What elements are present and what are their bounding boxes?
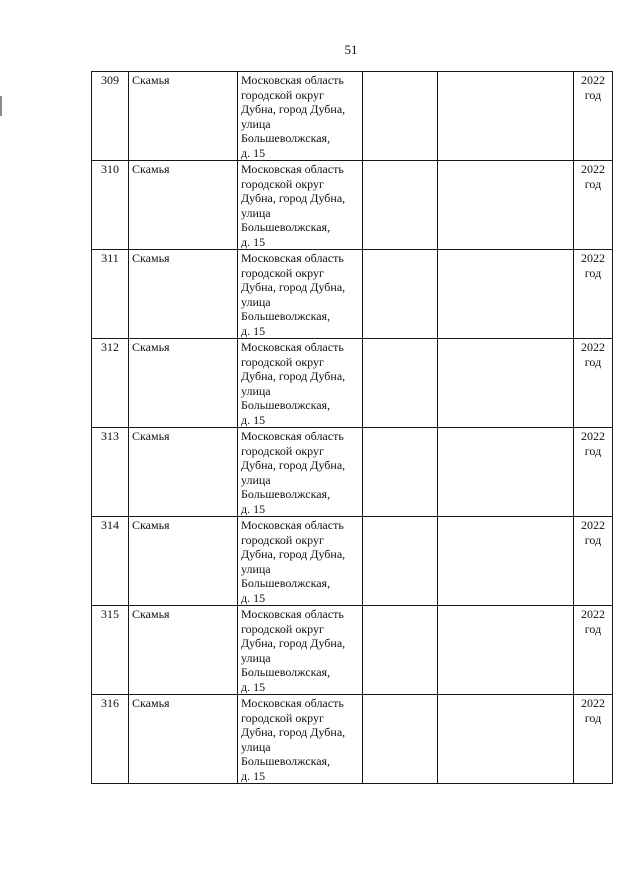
address-line: улица [241,383,271,398]
address-line: улица [241,294,271,309]
empty-cell-4 [363,161,438,250]
table-row [92,428,613,517]
row-number-cell: 313 [92,428,129,517]
address-line: Большеволжская, [241,576,331,590]
address-cell [238,72,363,161]
table-row [92,339,613,428]
address-line: Дубна, город Дубна, [241,547,346,561]
address-line: улица [241,650,271,665]
address-line: городской округ [241,710,324,725]
address-line: д. 15 [241,679,266,694]
address-line: улица [241,205,271,220]
year-cell [574,161,613,250]
empty-cell-5 [438,428,574,517]
empty-cell-4 [363,517,438,606]
year-unit: год [584,710,602,725]
page-number: 51 [344,42,358,57]
address-line: Московская область [241,251,344,265]
address-cell [238,250,363,339]
empty-cell-5 [438,72,574,161]
object-name-cell: Скамья [129,517,238,606]
year-cell [574,250,613,339]
address-line: Дубна, город Дубна, [241,280,346,294]
table-row [92,72,613,161]
address-cell [238,517,363,606]
table-row [92,250,613,339]
row-number-cell: 314 [92,517,129,606]
year-unit: год [584,354,602,369]
address-cell [238,606,363,695]
address-line: Московская область [241,162,344,176]
address-line: д. 15 [241,412,266,427]
address-line: Московская область [241,518,344,532]
object-name-cell: Скамья [129,250,238,339]
address-line: Большеволжская, [241,487,331,501]
address-cell [238,695,363,784]
registry-table-body [92,72,613,784]
table-row [92,695,613,784]
address-line: городской округ [241,265,324,280]
empty-cell-4 [363,339,438,428]
registry-table [91,71,613,784]
year-cell [574,606,613,695]
object-name-cell: Скамья [129,695,238,784]
year-value: 2022 [581,251,605,265]
address-line: городской округ [241,87,324,102]
object-name-cell: Скамья [129,339,238,428]
year-unit: год [584,621,602,636]
address-line: Дубна, город Дубна, [241,102,346,116]
empty-cell-4 [363,428,438,517]
table-row [92,161,613,250]
address-line: улица [241,116,271,131]
address-line: Дубна, город Дубна, [241,369,346,383]
address-line: городской округ [241,443,324,458]
address-line: д. 15 [241,501,266,516]
scan-edge-mark [0,96,2,116]
address-line: Дубна, город Дубна, [241,636,346,650]
address-line: Дубна, город Дубна, [241,191,346,205]
address-line: городской округ [241,621,324,636]
year-value: 2022 [581,696,605,710]
address-line: Московская область [241,607,344,621]
address-line: Большеволжская, [241,309,331,323]
year-cell [574,428,613,517]
address-line: улица [241,739,271,754]
year-cell [574,695,613,784]
address-line: Большеволжская, [241,131,331,145]
address-line: д. 15 [241,145,266,160]
empty-cell-5 [438,161,574,250]
address-line: Большеволжская, [241,398,331,412]
year-unit: год [584,176,602,191]
row-number-cell: 315 [92,606,129,695]
object-name-cell: Скамья [129,161,238,250]
year-cell [574,339,613,428]
address-line: городской округ [241,354,324,369]
year-value: 2022 [581,73,605,87]
row-number-cell: 312 [92,339,129,428]
row-number-cell: 309 [92,72,129,161]
address-cell [238,428,363,517]
address-line: д. 15 [241,768,266,783]
address-line: д. 15 [241,323,266,338]
year-cell [574,517,613,606]
table-row [92,517,613,606]
address-line: Дубна, город Дубна, [241,458,346,472]
table-row [92,606,613,695]
year-cell [574,72,613,161]
empty-cell-4 [363,606,438,695]
address-cell [238,339,363,428]
year-unit: год [584,532,602,547]
year-unit: год [584,443,602,458]
year-unit: год [584,87,602,102]
empty-cell-5 [438,250,574,339]
row-number-cell: 310 [92,161,129,250]
address-cell [238,161,363,250]
address-line: улица [241,561,271,576]
address-line: д. 15 [241,234,266,249]
address-line: городской округ [241,176,324,191]
year-unit: год [584,265,602,280]
object-name-cell: Скамья [129,72,238,161]
address-line: Большеволжская, [241,665,331,679]
year-value: 2022 [581,607,605,621]
address-line: Дубна, город Дубна, [241,725,346,739]
empty-cell-5 [438,339,574,428]
address-line: улица [241,472,271,487]
empty-cell-4 [363,250,438,339]
empty-cell-4 [363,72,438,161]
year-value: 2022 [581,518,605,532]
empty-cell-5 [438,695,574,784]
empty-cell-5 [438,606,574,695]
object-name-cell: Скамья [129,428,238,517]
year-value: 2022 [581,340,605,354]
empty-cell-4 [363,695,438,784]
address-line: д. 15 [241,590,266,605]
year-value: 2022 [581,162,605,176]
empty-cell-5 [438,517,574,606]
object-name-cell: Скамья [129,606,238,695]
address-line: Московская область [241,73,344,87]
row-number-cell: 311 [92,250,129,339]
year-value: 2022 [581,429,605,443]
row-number-cell: 316 [92,695,129,784]
address-line: Московская область [241,340,344,354]
address-line: Московская область [241,429,344,443]
address-line: Московская область [241,696,344,710]
address-line: Большеволжская, [241,754,331,768]
address-line: городской округ [241,532,324,547]
address-line: Большеволжская, [241,220,331,234]
